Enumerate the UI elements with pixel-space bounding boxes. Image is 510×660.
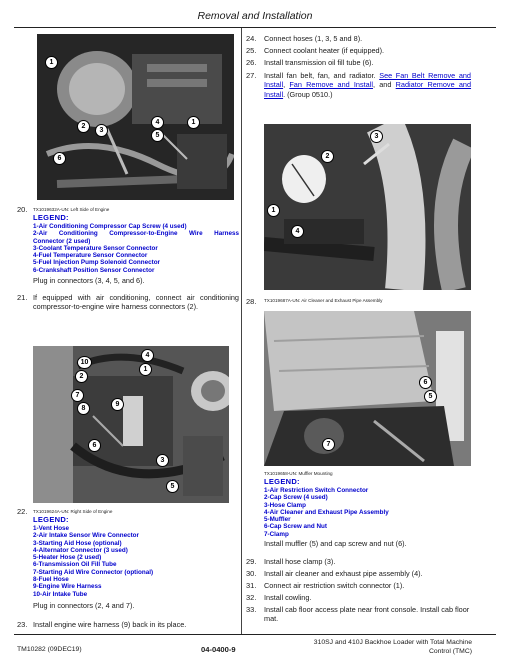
- legend-item: 2-Cap Screw (4 used): [264, 494, 328, 502]
- footer-title-line: 310SJ and 410J Backhoe Loader with Total Machine: [313, 639, 472, 646]
- footer-title: [262, 638, 472, 656]
- callout-label: 10: [77, 356, 92, 369]
- legend-item: 7-Starting Aid Wire Connector (optional): [33, 568, 154, 576]
- figure-caption: TX1019658-UN: Muffler Mounting: [264, 471, 333, 476]
- step-instruction: If equipped with air conditioning, connect air conditioning compressor-to-engine wire harness connectors (2).: [33, 293, 239, 312]
- legend-item: 4-Fuel Temperature Sensor Connector: [33, 252, 148, 260]
- legend-list: [33, 525, 239, 598]
- callout-label: 9: [111, 398, 124, 411]
- step-number: 32.: [246, 593, 257, 602]
- step-text: Install fan belt, fan, and radiator.: [264, 71, 376, 80]
- legend-item: 5-Heater Hose (2 used): [33, 554, 102, 562]
- footer-title-line: Control (TMC): [428, 648, 472, 655]
- callout-label: 5: [424, 390, 437, 403]
- step-number: 30.: [246, 569, 257, 578]
- step-number: 24.: [246, 34, 257, 43]
- callout-label: 6: [419, 376, 432, 389]
- step-number: 26.: [246, 58, 257, 67]
- callout-label: 1: [187, 116, 200, 129]
- step-instruction: Install engine wire harness (9) back in its place.: [33, 620, 187, 629]
- legend-item: 1-Vent Hose: [33, 525, 70, 532]
- radiator-link[interactable]: Radiator Remove and Install: [264, 80, 472, 99]
- legend-item: Connector (2 used): [33, 237, 91, 245]
- legend-title: LEGEND:: [33, 515, 69, 524]
- legend-item: 1-Air Conditioning Compressor Cap Screw (4 used): [33, 223, 187, 230]
- callout-label: 4: [141, 349, 154, 362]
- legend-item: 3-Coolant Temperature Sensor Connector: [33, 244, 158, 252]
- legend-title: LEGEND:: [264, 477, 300, 486]
- step-instruction: Install transmission oil fill tube (6).: [264, 58, 374, 67]
- air-cleaner-exhaust-photo: [264, 124, 471, 290]
- callout-label: 8: [77, 402, 90, 415]
- legend-item: 5-Fuel Injection Pump Solenoid Connector: [33, 259, 160, 267]
- figure-caption: TX1019687A-UN: Air Cleaner and Exhaust Pipe Assembly: [264, 298, 383, 303]
- legend-item: 6-Cap Screw and Nut: [264, 523, 327, 531]
- column-divider: [241, 28, 242, 634]
- legend-item: 4-Alternator Connector (3 used): [33, 546, 128, 554]
- step-number: 23.: [17, 620, 28, 629]
- legend-item: 2-Air Conditioning Compressor-to-Engine Wire Harness: [33, 230, 239, 238]
- legend-item: 2-Air Intake Sensor Wire Connector: [33, 532, 139, 540]
- footer-page-number: 04-0400-9: [201, 645, 236, 654]
- callout-label: 3: [370, 130, 383, 143]
- callout-label: 4: [151, 116, 164, 129]
- callout-label: 7: [71, 389, 84, 402]
- right-side-engine-photo: [33, 346, 229, 503]
- legend-item: 3-Starting Aid Hose (optional): [33, 539, 122, 547]
- step-instruction: [264, 71, 471, 99]
- step-instruction: Connect coolant heater (if equipped).: [264, 46, 385, 55]
- legend-item: 5-Muffler: [264, 516, 291, 524]
- step-instruction: Connect hoses (1, 3, 5 and 8).: [264, 34, 363, 43]
- callout-label: 5: [151, 129, 164, 142]
- step-instruction: Plug in connectors (3, 4, 5, and 6).: [33, 276, 145, 285]
- step-number: 25.: [246, 46, 257, 55]
- step-instruction: Install cab floor access plate near front console. Install cab floor mat.: [264, 605, 470, 624]
- header-rule: [14, 27, 496, 28]
- callout-label: 2: [321, 150, 334, 163]
- step-number: 29.: [246, 557, 257, 566]
- step-number: 33.: [246, 605, 257, 614]
- step-instruction: Install cowling.: [264, 593, 312, 602]
- figure-caption: TX1019632A-UN: Left Side of Engine: [33, 207, 110, 212]
- callout-label: 7: [322, 438, 335, 451]
- callout-label: 5: [166, 480, 179, 493]
- callout-label: 1: [267, 204, 280, 217]
- callout-label: 2: [75, 370, 88, 383]
- legend-item: 10-Air Intake Tube: [33, 590, 88, 598]
- footer-doc-id: TM10282 (09DEC19): [17, 646, 82, 653]
- fan-belt-link[interactable]: See Fan Belt Remove and Install: [264, 71, 471, 90]
- step-text: ,: [283, 80, 286, 90]
- step-number: 21.: [17, 293, 28, 302]
- step-instruction: Plug in connectors (2, 4 and 7).: [33, 601, 135, 610]
- footer-rule: [14, 634, 496, 635]
- legend-item: 7-Clamp: [264, 530, 289, 538]
- callout-label: 4: [291, 225, 304, 238]
- legend-item: 1-Air Restriction Switch Connector: [264, 487, 369, 494]
- callout-label: 3: [95, 124, 108, 137]
- legend-item: 4-Air Cleaner and Exhaust Pipe Assembly: [264, 508, 389, 516]
- fan-link[interactable]: Fan Remove and Install: [289, 80, 373, 90]
- step-number: 27.: [246, 71, 257, 80]
- callout-label: 3: [156, 454, 169, 467]
- callout-label: 1: [139, 363, 152, 376]
- step-number: 28.: [246, 297, 257, 306]
- muffler-mounting-photo: [264, 311, 471, 466]
- legend-item: 3-Hose Clamp: [264, 501, 306, 509]
- legend-title: LEGEND:: [33, 213, 69, 222]
- page-header-title: Removal and Installation: [197, 10, 313, 22]
- step-instruction: Install hose clamp (3).: [264, 557, 336, 566]
- legend-list: [33, 223, 239, 274]
- callout-label: 6: [53, 152, 66, 165]
- left-side-engine-photo: [37, 34, 234, 200]
- legend-item: 8-Fuel Hose: [33, 576, 69, 584]
- legend-list: [264, 487, 471, 538]
- callout-label: 2: [77, 120, 90, 133]
- step-number: 20.: [17, 205, 28, 214]
- step-instruction: Connect air restriction switch connector (1).: [264, 581, 405, 590]
- legend-item: 6-Transmission Oil Fill Tube: [33, 561, 117, 569]
- step-instruction: Install air cleaner and exhaust pipe assembly (4).: [264, 569, 423, 578]
- step-number: 31.: [246, 581, 257, 590]
- step-number: 22.: [17, 507, 28, 516]
- step-instruction: Install muffler (5) and cap screw and nut (6).: [264, 539, 407, 548]
- figure-caption: TX1019624A-UN: Right Side of Engine: [33, 509, 113, 514]
- step-text: . (Group 0510.): [283, 89, 333, 99]
- legend-item: 9-Engine Wire Harness: [33, 583, 102, 591]
- legend-item: 6-Crankshaft Position Sensor Connector: [33, 266, 155, 274]
- callout-label: 1: [45, 56, 58, 69]
- callout-label: 6: [88, 439, 101, 452]
- step-text: , and: [372, 80, 392, 90]
